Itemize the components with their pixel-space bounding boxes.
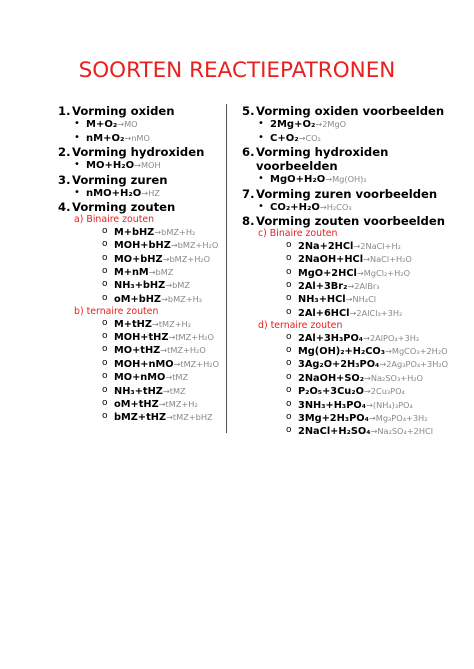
section-heading: 1. Vorming oxiden	[58, 104, 175, 118]
reaction-item: o 2NaOH+HCl→NaCl+H₂O	[242, 253, 470, 266]
reaction-item: o oM+bHZ→bMZ+H₂	[58, 293, 224, 306]
section-heading: 3. Vorming zuren	[58, 172, 168, 187]
reaction-item: o 2NaCl+H₂SO₄→Na₂SO₄+2HCl	[242, 425, 470, 438]
reaction-item: o MOH+bHZ→bMZ+H₂O	[58, 239, 224, 252]
subsection-label: d) ternaire zouten	[258, 320, 343, 332]
page-title: SOORTEN REACTIEPATRONEN	[78, 58, 396, 83]
section-heading: 2. Vorming hydroxiden	[58, 145, 205, 160]
section-heading: 4. Vorming zouten	[58, 200, 176, 215]
reaction-item: o MO+bHZ→bMZ+H₂O	[58, 253, 224, 266]
reaction-item: o M+tHZ→tMZ+H₂	[58, 318, 224, 331]
right-column	[242, 104, 470, 439]
reaction-item: • M+O₂→MO	[58, 118, 224, 132]
reaction-item: o 2Na+2HCl→2NaCl+H₂	[242, 240, 470, 253]
reaction-item: o MO+tHZ→tMZ+H₂O	[58, 344, 224, 357]
reaction-item: o NH₃+bHZ→bMZ	[58, 279, 224, 292]
column-divider	[226, 104, 227, 433]
subsection-label: c) Binaire zouten	[258, 228, 338, 240]
reaction-item: • 2Mg+O₂→2MgO	[242, 118, 470, 132]
reaction-item: • MO+H₂O→MOH	[58, 159, 224, 173]
section-heading: 7. Vorming zuren voorbeelden	[242, 186, 438, 201]
reaction-item: o MgO+2HCl→MgCl₂+H₂O	[242, 267, 470, 280]
reaction-item: • nMO+H₂O→HZ	[58, 187, 224, 201]
reaction-item: • nM+O₂→nMO	[58, 132, 224, 146]
reaction-item: o NH₃+HCl→NH₄Cl	[242, 293, 470, 306]
subsection-label: a) Binaire zouten	[74, 214, 155, 226]
reaction-item: o MO+nMO→tMZ	[58, 371, 224, 384]
reaction-item: o NH₃+tHZ→tMZ	[58, 385, 224, 398]
reaction-item: • MgO+H₂O→Mg(OH)₂	[242, 173, 470, 187]
reaction-item: o 3Mg+2H₃PO₄→Mg₃PO₄+3H₂	[242, 412, 470, 425]
reaction-item: o 2NaOH+SO₂→Na₂SO₃+H₂O	[242, 372, 470, 385]
reaction-item: o oM+tHZ→tMZ+H₂	[58, 398, 224, 411]
subsection-label: b) ternaire zouten	[74, 306, 159, 318]
reaction-item: o MOH+tHZ→tMZ+H₂O	[58, 331, 224, 344]
reaction-item: • C+O₂→CO₂	[242, 132, 470, 146]
reaction-item: o M+nM→bMZ	[58, 266, 224, 279]
reaction-item: o 2Al+6HCl→2AlCl₃+3H₂	[242, 307, 470, 320]
reaction-item: o P₂O₅+3Cu₂O→2Cu₃PO₄	[242, 385, 470, 398]
reaction-item: o bMZ+tHZ→tMZ+bHZ	[58, 411, 224, 424]
reaction-item: o Mg(OH)₂+H₂CO₃→MgCO₃+2H₂O	[242, 345, 470, 358]
reaction-item: o M+bHZ→bMZ+H₂	[58, 226, 224, 239]
reaction-item: o 3NH₃+H₃PO₄→(NH₄)₃PO₄	[242, 399, 470, 412]
reaction-item: o 3Ag₂O+2H₃PO₄→2Ag₃PO₄+3H₂O	[242, 358, 470, 371]
section-heading: 5. Vorming oxiden voorbeelden	[242, 104, 445, 118]
reaction-item: o 2Al+3Br₂→2AlBr₃	[242, 280, 470, 293]
left-column	[58, 104, 224, 425]
section-heading: 6. Vorming hydroxiden voorbeelden	[242, 145, 389, 174]
reaction-item: o 2Al+3H₃PO₄→2AlPO₄+3H₂	[242, 332, 470, 345]
reaction-item: • CO₂+H₂O→H₂CO₃	[242, 201, 470, 215]
reaction-item: o MOH+nMO→tMZ+H₂O	[58, 358, 224, 371]
section-heading: 8. Vorming zouten voorbeelden	[242, 214, 445, 229]
